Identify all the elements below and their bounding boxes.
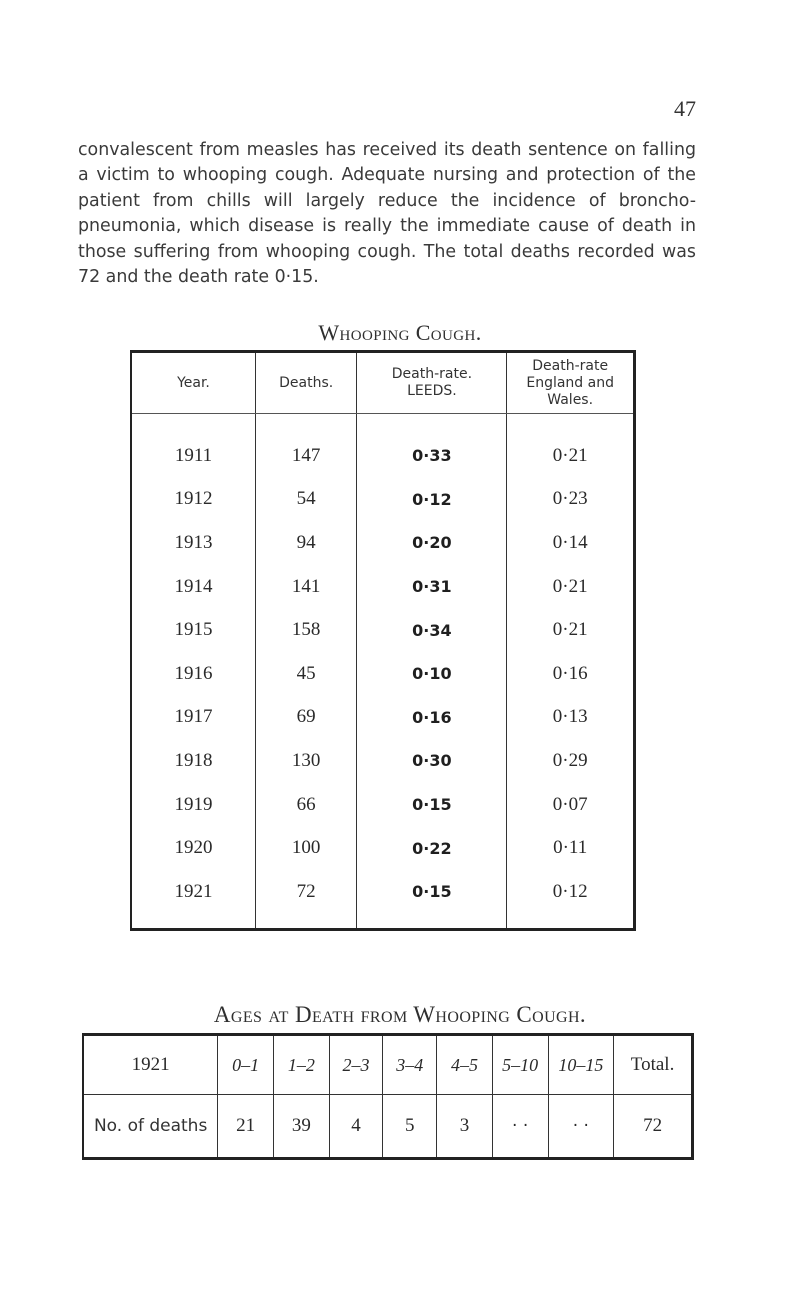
header-age-8: Total. [614, 1035, 693, 1095]
cell-leeds: 0·22 [357, 826, 507, 870]
cell-year: 1918 [174, 749, 213, 771]
header-deaths: Deaths. [255, 352, 356, 414]
header-age-4: 3–4 [383, 1035, 437, 1095]
cell-deaths-7: 72 [614, 1095, 693, 1159]
header-age-6: 5–10 [492, 1035, 548, 1095]
cell-ew: 0·29 [507, 739, 635, 783]
table2-header-row [83, 1035, 693, 1095]
cell-deaths: 94 [255, 521, 356, 565]
cell-deaths: 69 [255, 696, 356, 740]
cell-leeds: 0·15 [357, 783, 507, 827]
cell-ew: 0·11 [507, 826, 635, 870]
header-ew-line2: England and [526, 374, 614, 391]
cell-deaths: 130 [255, 739, 356, 783]
cell-ew: 0·21 [507, 565, 635, 609]
table-row [131, 826, 635, 870]
cell-deaths: 45 [255, 652, 356, 696]
header-age-1: 0–1 [218, 1035, 274, 1095]
cell-leeds: 0·20 [357, 521, 507, 565]
cell-leeds: 0·31 [357, 565, 507, 609]
cell-ew: 0·14 [507, 521, 635, 565]
cell-ew: 0·21 [507, 414, 635, 478]
row-label-no-of-deaths: No. of deaths [93, 1116, 208, 1136]
header-ew-line1: Death-rate [532, 357, 609, 374]
cell-leeds: 0·12 [357, 478, 507, 522]
table-row [131, 783, 635, 827]
header-leeds-line1: Death-rate. [391, 366, 473, 382]
cell-deaths-6: · · [548, 1095, 614, 1159]
cell-deaths-3: 5 [383, 1095, 437, 1159]
table-row [131, 608, 635, 652]
cell-ew: 0·21 [507, 608, 635, 652]
cell-leeds: 0·33 [357, 414, 507, 478]
cell-leeds: 0·34 [357, 608, 507, 652]
cell-deaths: 54 [255, 478, 356, 522]
table-row [131, 478, 635, 522]
cell-year: 1917 [174, 706, 213, 728]
cell-ew: 0·13 [507, 696, 635, 740]
cell-deaths-4: 3 [437, 1095, 493, 1159]
cell-ew: 0·07 [507, 783, 635, 827]
header-death-rate-england-wales [507, 352, 635, 414]
header-age-2: 1–2 [273, 1035, 329, 1095]
header-age-0: 1921 [83, 1035, 218, 1095]
ages-at-death-table [82, 1033, 694, 1160]
cell-year: 1920 [174, 837, 213, 859]
cell-deaths-1: 39 [273, 1095, 329, 1159]
cell-leeds: 0·30 [357, 739, 507, 783]
table-row [131, 870, 635, 929]
table1-body [131, 414, 635, 930]
header-death-rate-leeds [357, 352, 507, 414]
cell-year: 1921 [174, 880, 213, 902]
header-leeds-line2: LEEDS. [407, 383, 457, 399]
table-row [131, 739, 635, 783]
header-age-5: 4–5 [437, 1035, 493, 1095]
header-age-3: 2–3 [329, 1035, 383, 1095]
table-row [131, 652, 635, 696]
cell-year: 1911 [174, 444, 213, 466]
table2-title: Ages at Death from Whooping Cough. [213, 1002, 587, 1027]
cell-leeds: 0·10 [357, 652, 507, 696]
table1-title: Whooping Cough. [318, 320, 482, 345]
cell-year: 1912 [174, 488, 213, 510]
cell-year: 1913 [174, 531, 213, 553]
cell-deaths: 158 [255, 608, 356, 652]
table-row [131, 565, 635, 609]
cell-deaths: 100 [255, 826, 356, 870]
table-row [131, 696, 635, 740]
cell-leeds: 0·16 [357, 696, 507, 740]
cell-deaths-5: · · [492, 1095, 548, 1159]
table-row [131, 521, 635, 565]
cell-deaths: 147 [255, 414, 356, 478]
cell-leeds: 0·15 [357, 870, 507, 929]
header-age-7: 10–15 [548, 1035, 614, 1095]
cell-year: 1919 [174, 793, 213, 815]
cell-ew: 0·16 [507, 652, 635, 696]
table-row [131, 414, 635, 478]
cell-deaths-0: 21 [218, 1095, 274, 1159]
cell-deaths: 141 [255, 565, 356, 609]
cell-ew: 0·12 [507, 870, 635, 929]
body-paragraph: convalescent from measles has received its death sentence on falling a victim to whooping cough. Adequate nursing and protection of the patient from chills will largely reduce the incidence of broncho-pneumonia, which disease is really the immediate cause of death in those suffering from whooping cough. The total deaths recorded was 72 and the death rate 0·15. [78, 140, 696, 288]
table2-deaths-row [83, 1095, 693, 1159]
cell-deaths: 66 [255, 783, 356, 827]
cell-ew: 0·23 [507, 478, 635, 522]
cell-year: 1914 [174, 575, 213, 597]
header-year: Year. [131, 352, 255, 414]
whooping-cough-table [130, 350, 636, 931]
page-number: 47 [674, 96, 696, 121]
cell-year: 1915 [174, 619, 213, 641]
table1-header-row [131, 352, 635, 414]
cell-deaths: 72 [255, 870, 356, 929]
cell-year: 1916 [174, 662, 213, 684]
cell-deaths-2: 4 [329, 1095, 383, 1159]
header-ew-line3: Wales. [547, 391, 594, 408]
